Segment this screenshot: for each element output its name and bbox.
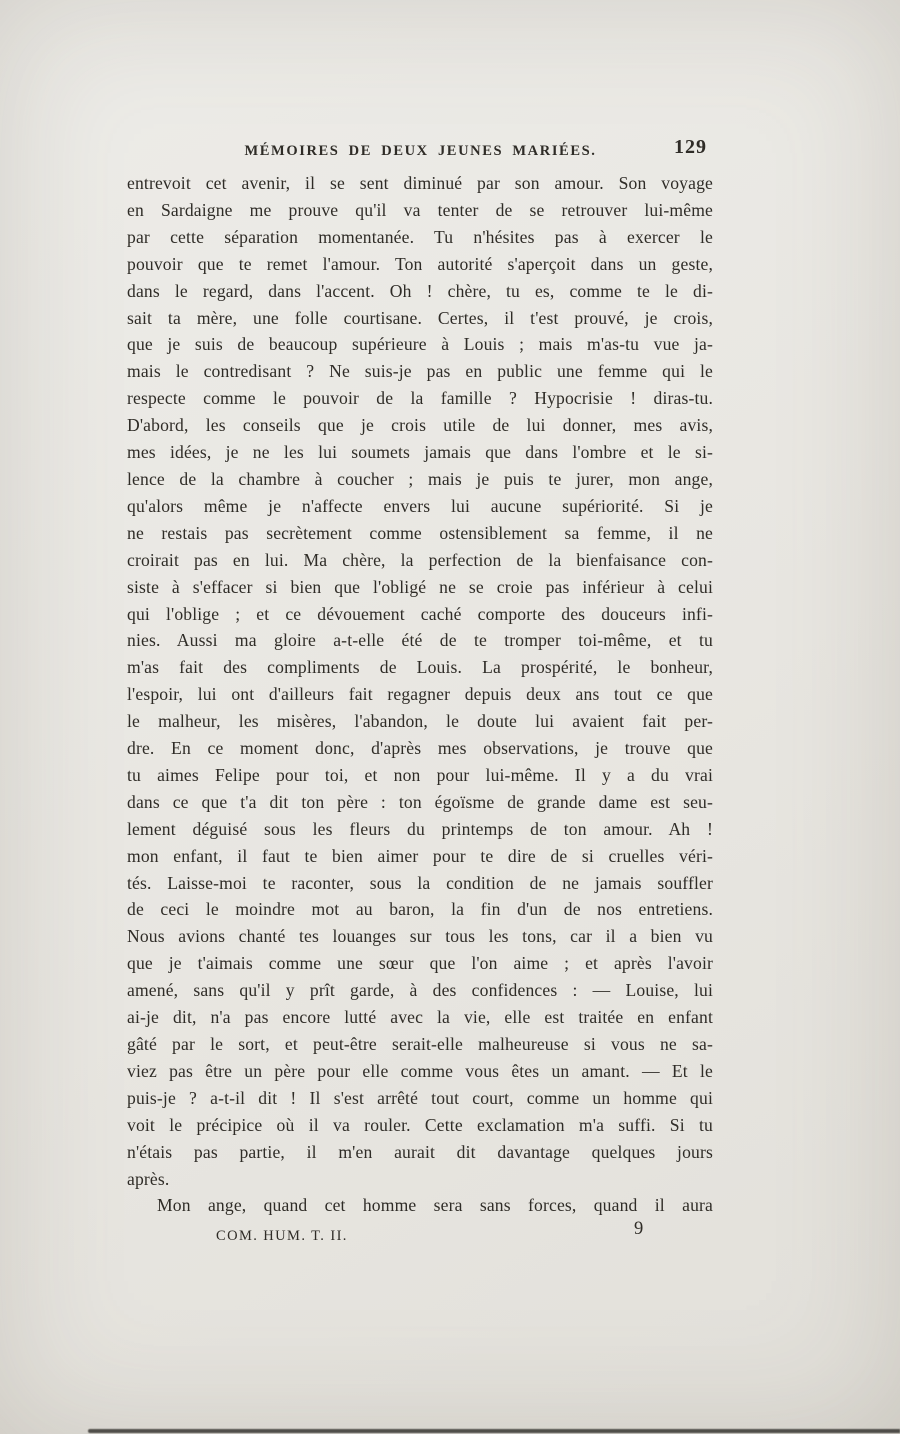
- text-line: que je suis de beaucoup supérieure à Louis ; mais m'as-tu vue ja-: [127, 334, 713, 355]
- text-line: mais le contredisant ? Ne suis-je pas en public une femme qui le: [127, 361, 713, 382]
- text-line: tés. Laisse-moi te raconter, sous la condition de ne jamais souffler: [127, 872, 713, 893]
- text-line: m'as fait des compliments de Louis. La prospérité, le bonheur,: [127, 657, 713, 678]
- text-line: lement déguisé sous les fleurs du printemps de ton amour. Ah !: [127, 818, 713, 839]
- page-footer: [128, 1219, 713, 1250]
- running-title: MÉMOIRES DE DEUX JEUNES MARIÉES.: [244, 143, 597, 159]
- text-line: n'étais pas partie, il m'en aurait dit davantage quelques jours: [127, 1141, 713, 1162]
- text-line: ai-je dit, n'a pas encore lutté avec la vie, elle est traitée en enfant: [127, 1007, 713, 1028]
- text-line: sait ta mère, une folle courtisane. Certes, il t'est prouvé, je crois,: [127, 307, 713, 328]
- body-text: [127, 170, 713, 1219]
- text-line: en Sardaigne me prouve qu'il va tenter de se retrouver lui-même: [127, 199, 713, 220]
- text-line: dans ce que t'a dit ton père : ton égoïsme de grande dame est seu-: [127, 791, 713, 812]
- text-line: voit le précipice où il va rouler. Cette exclamation m'a suffi. Si tu: [127, 1114, 713, 1135]
- text-line: ne restais pas secrètement comme ostensiblement sa femme, il ne: [127, 522, 713, 543]
- text-line: qu'alors même je n'affecte envers lui aucune supériorité. Si je: [127, 495, 713, 516]
- text-line: D'abord, les conseils que je crois utile de lui donner, mes avis,: [127, 415, 713, 436]
- text-line: de ceci le moindre mot au baron, la fin d'un de nos entretiens.: [127, 899, 713, 920]
- text-line: mon enfant, il faut te bien aimer pour te dire de si cruelles véri-: [127, 845, 713, 866]
- text-line: puis-je ? a-t-il dit ! Il s'est arrêté tout court, comme un homme qui: [127, 1087, 713, 1108]
- text-line: Mon ange, quand cet homme sera sans forces, quand il aura: [157, 1195, 713, 1216]
- text-line: que je t'aimais comme une sœur que l'on aime ; et après l'avoir: [127, 953, 713, 974]
- text-line: dre. En ce moment donc, d'après mes observations, je trouve que: [127, 738, 713, 759]
- text-line: après.: [127, 1168, 170, 1189]
- text-line: croirait pas en lui. Ma chère, la perfection de la bienfaisance con-: [127, 549, 713, 570]
- page-number: 129: [674, 136, 707, 158]
- text-line: le malheur, les misères, l'abandon, le doute lui avaient fait per-: [127, 711, 713, 732]
- text-line: dans le regard, dans l'accent. Oh ! chère, tu es, comme te le di-: [127, 280, 713, 301]
- sheet-number: 9: [634, 1219, 644, 1239]
- page-header: [128, 136, 713, 167]
- text-line: respecte comme le pouvoir de la famille ? Hypocrisie ! diras-tu.: [127, 388, 713, 409]
- text-line: l'espoir, lui ont d'ailleurs fait regagner depuis deux ans tout ce que: [127, 684, 713, 705]
- text-line: amené, sans qu'il y prît garde, à des confidences : — Louise, lui: [127, 980, 713, 1001]
- text-line: mes idées, je ne les lui soumets jamais que dans l'ombre et le si-: [127, 442, 713, 463]
- text-line: pouvoir que te remet l'amour. Ton autorité s'aperçoit dans un geste,: [127, 253, 713, 274]
- text-line: nies. Aussi ma gloire a-t-elle été de te tromper toi-même, et tu: [127, 630, 713, 651]
- text-line: tu aimes Felipe pour toi, et non pour lui-même. Il y a du vrai: [127, 764, 713, 785]
- text-line: lence de la chambre à coucher ; mais je puis te jurer, mon ange,: [127, 468, 713, 489]
- text-line: viez pas être un père pour elle comme vous êtes un amant. — Et le: [127, 1060, 713, 1081]
- scan-edge-artifact: [88, 1429, 900, 1433]
- text-line: qui l'oblige ; et ce dévouement caché comporte des douceurs infi-: [127, 603, 713, 624]
- text-line: Nous avions chanté tes louanges sur tous les tons, car il a bien vu: [127, 926, 713, 947]
- text-line: par cette séparation momentanée. Tu n'hésites pas à exercer le: [127, 226, 713, 247]
- text-line: siste à s'effacer si bien que l'obligé ne se croie pas inférieur à celui: [127, 576, 713, 597]
- printer-signature: COM. HUM. T. II.: [216, 1228, 348, 1244]
- text-line: gâté par le sort, et peut-être serait-elle malheureuse si vous ne sa-: [127, 1034, 713, 1054]
- text-line: entrevoit cet avenir, il se sent diminué par son amour. Son voyage: [127, 173, 713, 193]
